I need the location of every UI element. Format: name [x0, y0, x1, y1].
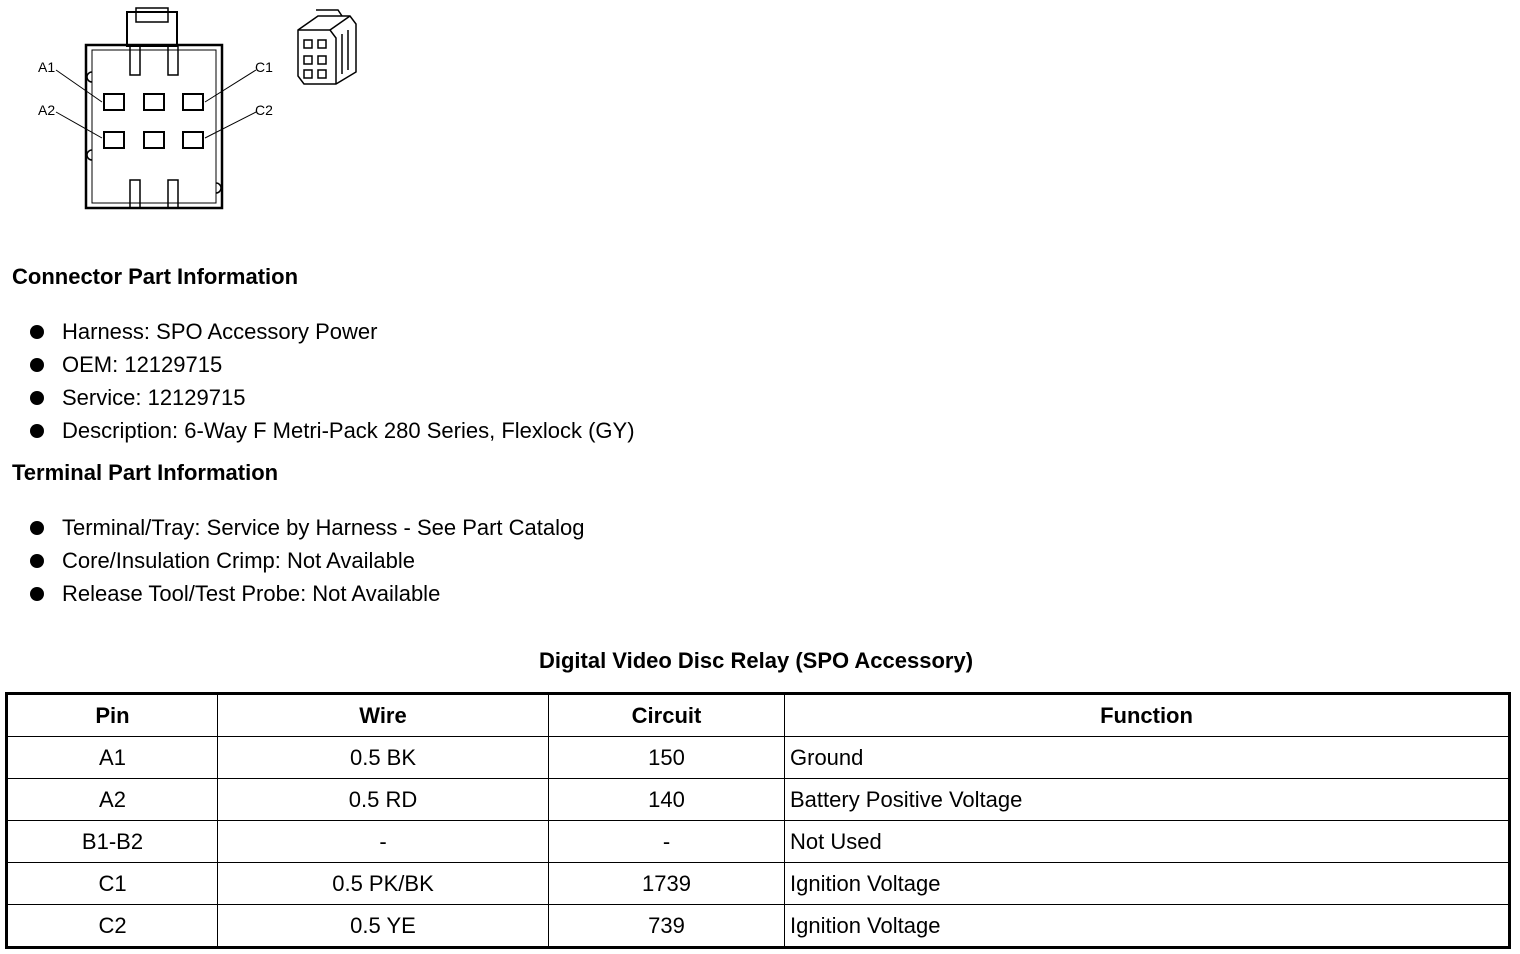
table-header-row: [7, 694, 1510, 737]
list-item: Harness: SPO Accessory Power: [28, 315, 635, 348]
pin-label-a1: A1: [38, 59, 56, 75]
table-title: Digital Video Disc Relay (SPO Accessory): [538, 648, 974, 673]
cell-function: Ignition Voltage: [785, 863, 1510, 905]
cell-wire: 0.5 BK: [218, 737, 549, 779]
leader-line: [56, 70, 102, 102]
pin-label-c1: C1: [255, 59, 273, 75]
connector-clip: [87, 72, 92, 82]
connector-part-info-heading: Connector Part Information: [12, 264, 299, 289]
cavity-c2: [183, 132, 203, 148]
table-row: [7, 737, 1510, 779]
list-item: Description: 6-Way F Metri-Pack 280 Series, Flexlock (GY): [28, 414, 635, 447]
connector-key: [130, 180, 140, 208]
table-row: [7, 821, 1510, 863]
leader-line: [56, 112, 102, 138]
pin-label-a2: A2: [38, 102, 56, 118]
header-function: Function: [785, 694, 1510, 737]
cell-circuit: 739: [549, 905, 785, 948]
list-item: OEM: 12129715: [28, 348, 635, 381]
connector-part-info-list: [28, 315, 635, 447]
cavity-b2: [144, 132, 164, 148]
cell-pin: C2: [7, 905, 218, 948]
connector-latch: [127, 12, 177, 46]
cell-function: Battery Positive Voltage: [785, 779, 1510, 821]
connector-clip: [216, 183, 221, 193]
cavity-b1: [144, 94, 164, 110]
leader-line: [205, 70, 256, 102]
cell-circuit: 150: [549, 737, 785, 779]
cell-circuit: 140: [549, 779, 785, 821]
cell-wire: 0.5 RD: [218, 779, 549, 821]
cavity-a2: [104, 132, 124, 148]
list-item: Release Tool/Test Probe: Not Available: [28, 577, 585, 610]
list-item: Core/Insulation Crimp: Not Available: [28, 544, 585, 577]
cell-function: Ignition Voltage: [785, 905, 1510, 948]
cell-wire: -: [218, 821, 549, 863]
leader-line: [205, 112, 256, 138]
cell-pin: B1-B2: [7, 821, 218, 863]
cell-pin: A2: [7, 779, 218, 821]
cell-function: Not Used: [785, 821, 1510, 863]
cell-pin: C1: [7, 863, 218, 905]
connector-thumbnail: [298, 10, 356, 84]
terminal-part-info-list: [28, 511, 585, 610]
cell-function: Ground: [785, 737, 1510, 779]
connector-key: [168, 180, 178, 208]
header-pin: Pin: [7, 694, 218, 737]
table-row: [7, 905, 1510, 948]
cavity-a1: [104, 94, 124, 110]
pin-label-c2: C2: [255, 102, 273, 118]
connector-latch-top: [136, 8, 168, 22]
pin-table: [5, 692, 1511, 949]
header-wire: Wire: [218, 694, 549, 737]
table-row: [7, 779, 1510, 821]
cell-circuit: -: [549, 821, 785, 863]
cell-wire: 0.5 PK/BK: [218, 863, 549, 905]
connector-diagram: [0, 0, 420, 225]
list-item: Terminal/Tray: Service by Harness - See Part Catalog: [28, 511, 585, 544]
list-item: Service: 12129715: [28, 381, 635, 414]
cell-pin: A1: [7, 737, 218, 779]
cell-circuit: 1739: [549, 863, 785, 905]
connector-body: [86, 45, 222, 208]
header-circuit: Circuit: [549, 694, 785, 737]
table-row: [7, 863, 1510, 905]
connector-clip: [87, 150, 92, 160]
connector-body-inner: [92, 50, 216, 203]
cavity-c1: [183, 94, 203, 110]
terminal-part-info-heading: Terminal Part Information: [12, 460, 279, 485]
cell-wire: 0.5 YE: [218, 905, 549, 948]
